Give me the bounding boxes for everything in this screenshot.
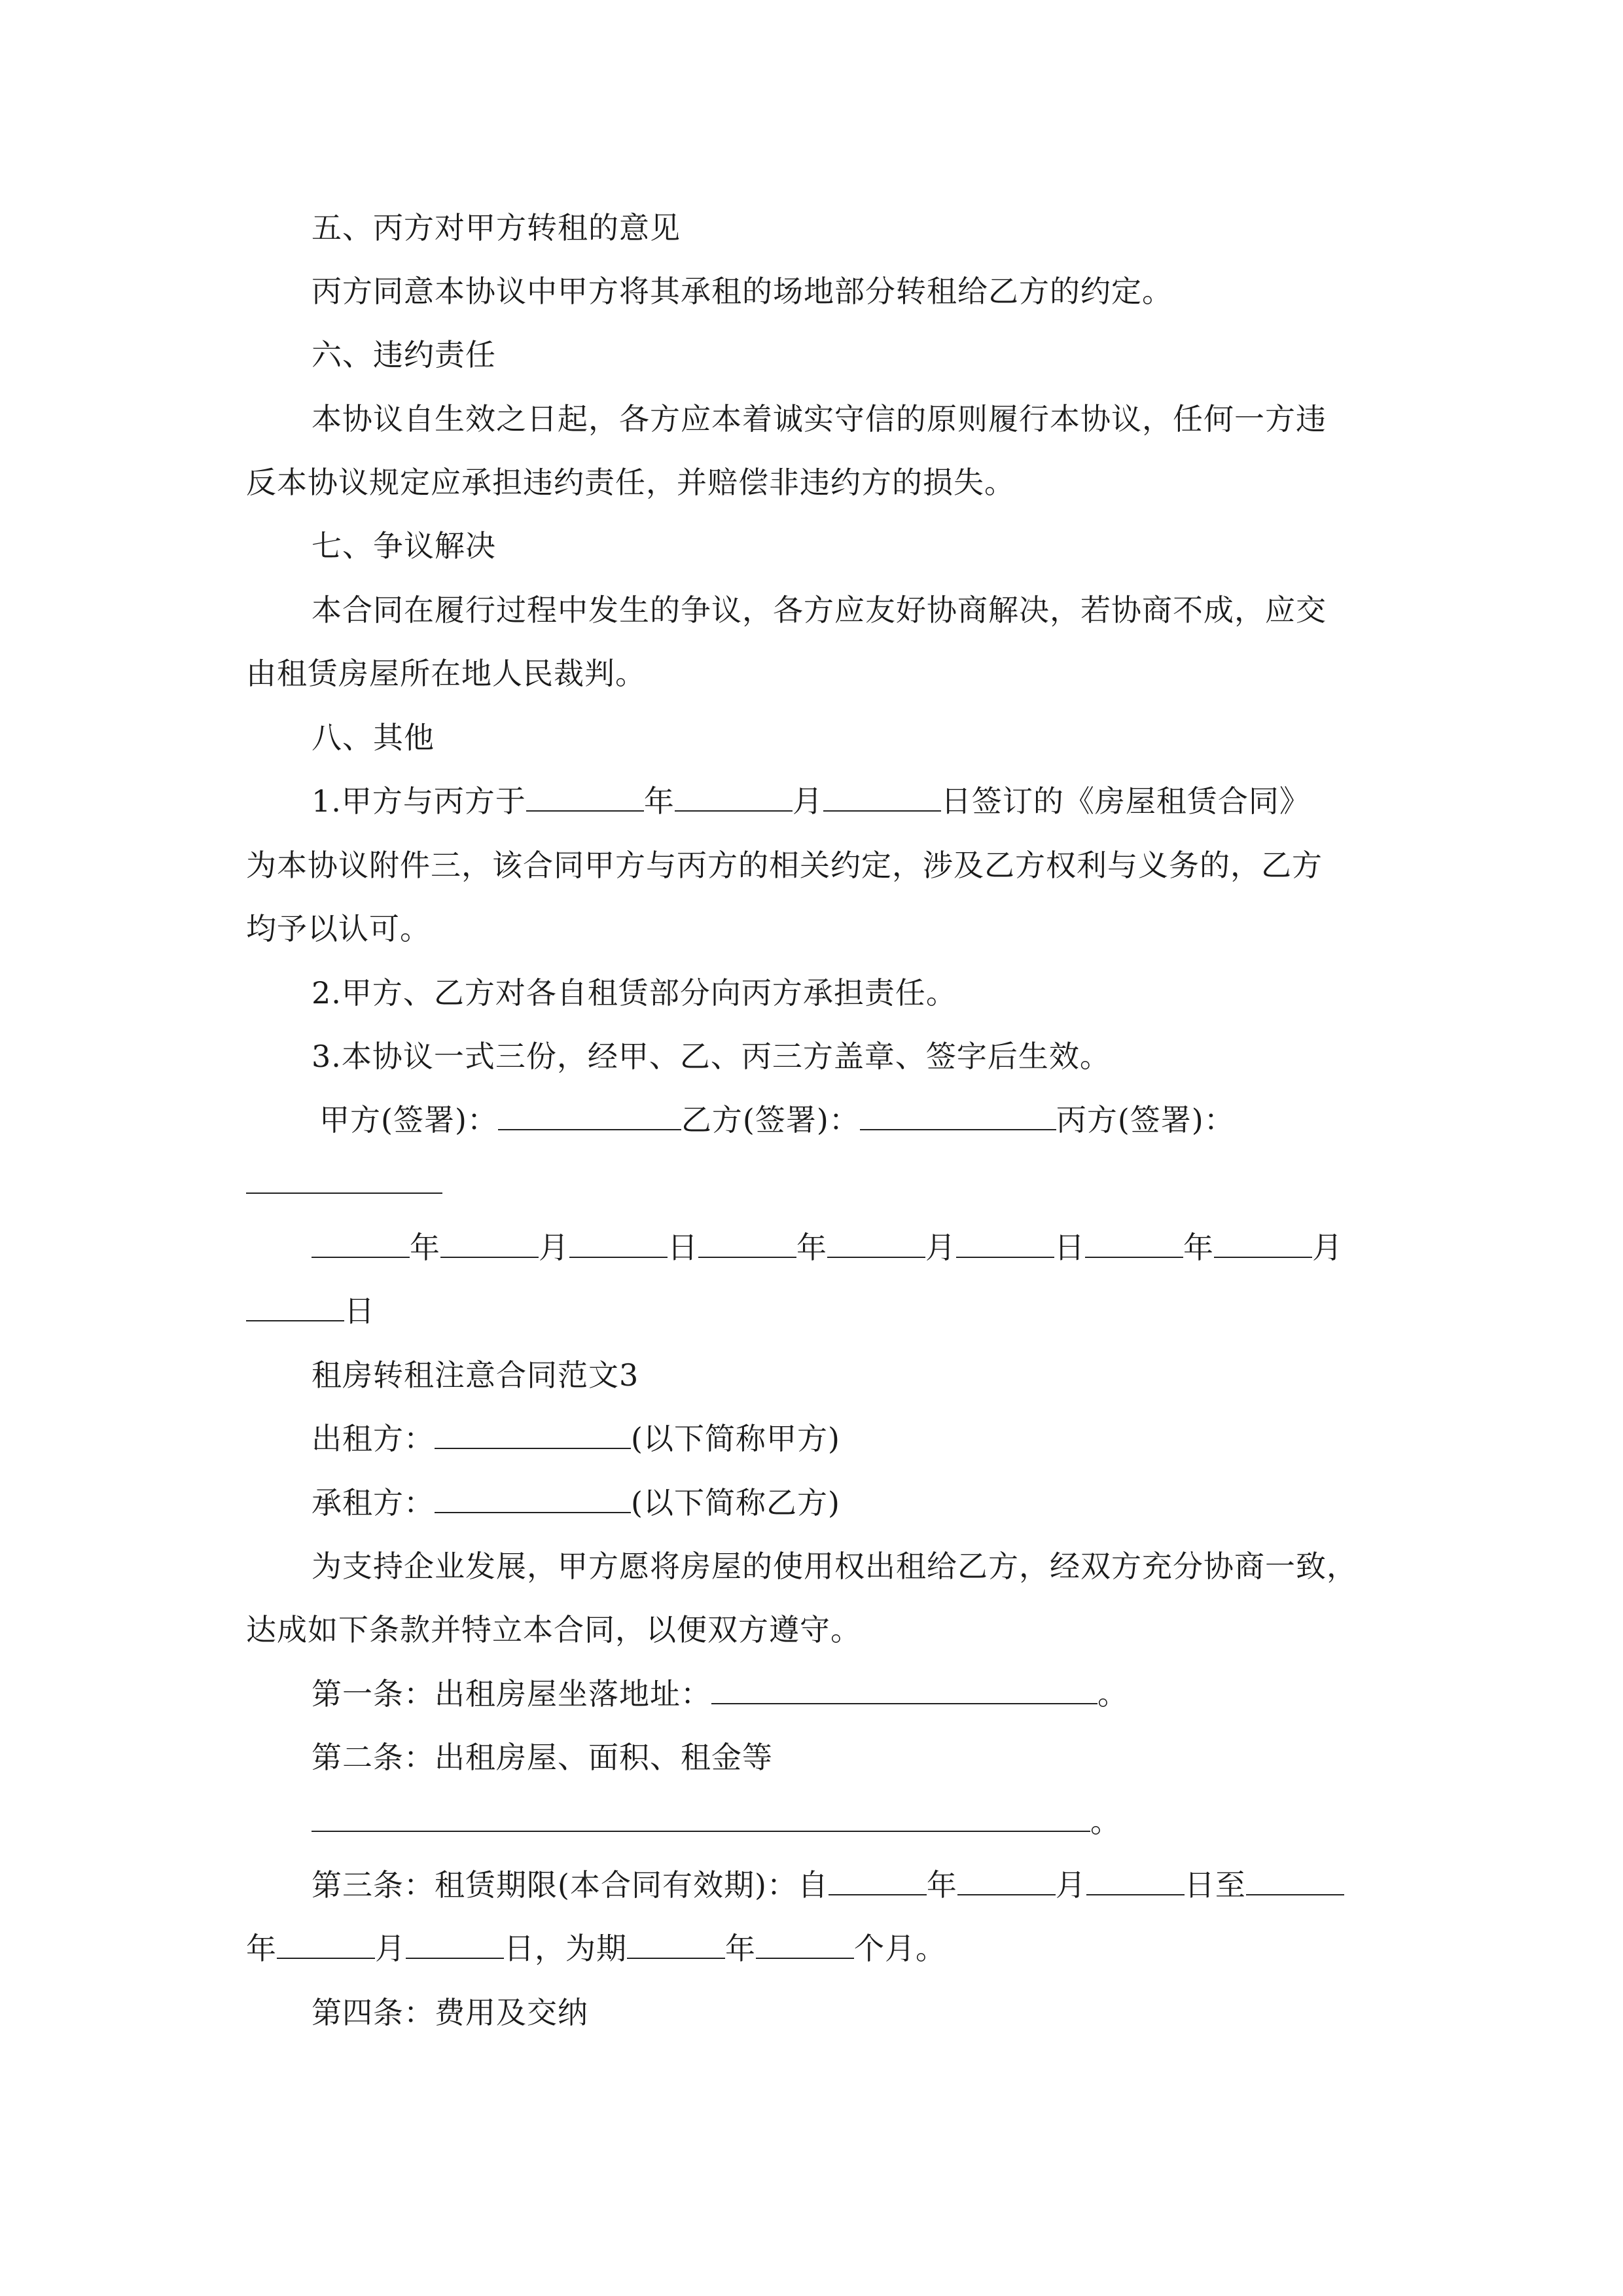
- year-label: 年: [926, 1867, 957, 1903]
- section-5-heading: 五、丙方对甲方转租的意见: [312, 210, 681, 245]
- signature-line: [319, 1100, 1235, 1139]
- lessee-line: [312, 1483, 840, 1522]
- lessor-note: (以下简称甲方): [631, 1421, 840, 1456]
- blank-field: [823, 781, 941, 812]
- day-label: 日: [668, 1230, 698, 1265]
- article-3-line1: [312, 1865, 1344, 1905]
- blank-field: [860, 1100, 1056, 1130]
- item-1-text-d: 日签订的《房屋租赁合同》: [940, 783, 1310, 819]
- section-6-text-line2: 反本协议规定应承担违约责任，并赔偿非违约方的损失。: [246, 465, 1015, 500]
- item-2: 2.甲方、乙方对各自租赁部分向丙方承担责任。: [312, 975, 957, 1011]
- article-1-text: 第一条：出租房屋坐落地址：: [312, 1676, 711, 1712]
- blank-field: [312, 1802, 1090, 1832]
- blank-field: [1085, 1228, 1183, 1258]
- section-7-text-line2: 由租赁房屋所在地人民裁判。: [246, 656, 646, 691]
- blank-field: [711, 1674, 1097, 1704]
- blank-field: [829, 1865, 927, 1895]
- blank-field: [526, 781, 644, 812]
- day-label: 日: [344, 1293, 375, 1329]
- blank-field: [277, 1929, 375, 1959]
- period: 。: [1090, 1804, 1121, 1839]
- section-7-text-line1: 本合同在履行过程中发生的争议，各方应友好协商解决，若协商不成，应交: [312, 592, 1327, 628]
- date-line: [312, 1228, 1343, 1267]
- blank-field: [569, 1228, 668, 1258]
- party-a-sign-label: 甲方(签署)：: [319, 1102, 498, 1138]
- lessee-label: 承租方：: [312, 1485, 435, 1520]
- blank-field: [435, 1419, 631, 1449]
- blank-field: [698, 1228, 796, 1258]
- blank-field: [675, 781, 793, 812]
- year-label: 年: [246, 1931, 277, 1966]
- section-7-heading: 七、争议解决: [312, 528, 496, 564]
- year-label: 年: [796, 1230, 827, 1265]
- intro-line2: 达成如下条款并特立本合同，以便双方遵守。: [246, 1612, 861, 1647]
- blank-field: [1246, 1865, 1344, 1895]
- item-3: 3.本协议一式三份，经甲、乙、丙三方盖章、签字后生效。: [312, 1039, 1111, 1074]
- blank-field: [498, 1100, 681, 1130]
- month-label: 月: [539, 1230, 569, 1265]
- blank-field: [435, 1483, 631, 1513]
- lessee-note: (以下简称乙方): [631, 1485, 840, 1520]
- article-3-text: 第三条：租赁期限(本合同有效期)：自: [312, 1867, 829, 1903]
- article-1: [312, 1674, 1128, 1713]
- section-6-text-line1: 本协议自生效之日起，各方应本着诚实守信的原则履行本协议，任何一方违: [312, 401, 1327, 437]
- year-label: 年: [725, 1931, 756, 1966]
- item-1-line3: 均予以认可。: [246, 911, 431, 946]
- blank-field: [1086, 1865, 1185, 1895]
- blank-field: [440, 1228, 539, 1258]
- month-label: 月: [1055, 1867, 1086, 1903]
- day-label: 日: [1054, 1230, 1085, 1265]
- blank-field: [406, 1929, 504, 1959]
- article-3-line2: [246, 1929, 946, 1968]
- month-label: 月: [925, 1230, 956, 1265]
- blank-field: [827, 1228, 925, 1258]
- blank-field: [1214, 1228, 1312, 1258]
- doc-3-title: 租房转租注意合同范文3: [312, 1357, 639, 1393]
- party-c-sign-label: 丙方(签署)：: [1056, 1102, 1235, 1138]
- section-6-heading: 六、违约责任: [312, 337, 496, 372]
- months-label: 个月。: [854, 1931, 946, 1966]
- article-2-blank: [312, 1802, 1121, 1841]
- article-2: 第二条：出租房屋、面积、租金等: [312, 1740, 773, 1775]
- item-1-line1: [312, 781, 1310, 821]
- day-to-label: 日至: [1184, 1867, 1246, 1903]
- month-label: 月: [1312, 1230, 1343, 1265]
- intro-line1: 为支持企业发展，甲方愿将房屋的使用权出租给乙方，经双方充分协商一致，: [312, 1549, 1357, 1584]
- blank-field: [312, 1228, 410, 1258]
- article-4: 第四条：费用及交纳: [312, 1995, 588, 2030]
- blank-field: [956, 1228, 1054, 1258]
- year-label: 年: [410, 1230, 440, 1265]
- signature-line-cont: [246, 1164, 442, 1203]
- blank-field: [756, 1929, 854, 1959]
- blank-field: [627, 1929, 725, 1959]
- party-b-sign-label: 乙方(签署)：: [681, 1102, 860, 1138]
- lessor-label: 出租方：: [312, 1421, 435, 1456]
- period: 。: [1097, 1676, 1128, 1712]
- blank-field: [246, 1164, 442, 1194]
- day-for-label: 日，为期: [504, 1931, 627, 1966]
- date-line-cont: [246, 1291, 375, 1331]
- blank-field: [246, 1291, 344, 1321]
- item-1-line2: 为本协议附件三，该合同甲方与丙方的相关约定，涉及乙方权利与义务的，乙方: [246, 848, 1323, 883]
- blank-field: [957, 1865, 1056, 1895]
- lessor-line: [312, 1419, 840, 1458]
- month-label: 月: [375, 1931, 406, 1966]
- section-5-text: 丙方同意本协议中甲方将其承租的场地部分转租给乙方的约定。: [312, 274, 1173, 309]
- year-label: 年: [1183, 1230, 1214, 1265]
- year-label: 年: [643, 783, 675, 819]
- item-1-text-a: 1.甲方与丙方于: [312, 783, 526, 819]
- section-8-heading: 八、其他: [312, 720, 435, 755]
- month-label: 月: [792, 783, 823, 819]
